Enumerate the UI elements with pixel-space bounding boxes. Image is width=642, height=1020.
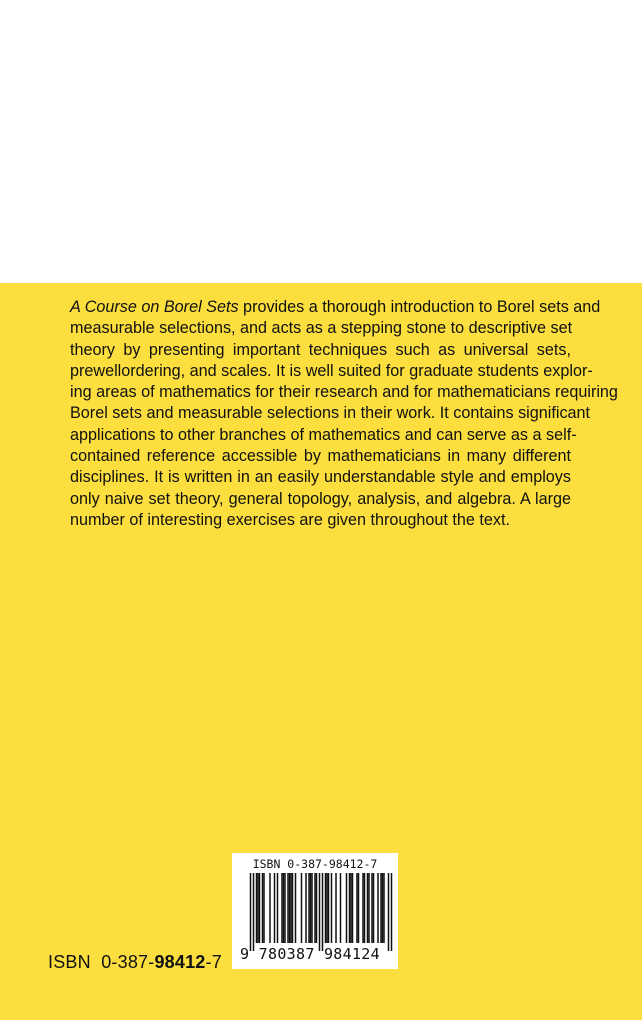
barcode-bar <box>391 873 393 951</box>
blurb-line: Borel sets and measurable selections in their work. It contains significant <box>70 404 591 423</box>
barcode-bar <box>358 873 360 943</box>
blurb-line: prewellordering, and scales. It is well suited for graduate students explor- <box>70 361 593 380</box>
barcode-bar <box>277 873 279 943</box>
blurb-line: measurable selections, and acts as a stepping stone to descriptive set <box>70 319 573 338</box>
barcode-bar <box>383 873 385 943</box>
barcode-bar <box>322 873 324 951</box>
barcode-bar <box>388 873 390 951</box>
barcode-isbn-text: ISBN 0-387-98412-7 <box>252 857 378 871</box>
barcode-bar <box>377 873 379 943</box>
barcode-bar <box>290 873 292 943</box>
barcode-bar <box>256 873 258 943</box>
barcode-bar <box>319 873 321 951</box>
barcode-bar <box>295 873 297 943</box>
book-title: A Course on Borel Sets <box>70 298 239 316</box>
barcode-bar <box>335 873 337 943</box>
barcode-bar <box>340 873 342 943</box>
barcode-bar <box>362 873 364 943</box>
barcode-bar <box>301 873 303 943</box>
barcode-bar <box>356 873 358 943</box>
barcode-bar <box>328 873 330 943</box>
barcode-bar <box>253 873 255 951</box>
blurb-line: number of interesting exercises are given throughout the text. <box>70 510 511 529</box>
barcode-bar <box>310 873 312 943</box>
blurb-line: disciplines. It is written in an easily understandable style and employs <box>70 468 571 487</box>
barcode-bar <box>346 873 348 943</box>
blurb-line: theory by presenting important techniques such as universal sets, <box>70 340 571 359</box>
blurb-line: A Course on Borel Sets provides a thorough introduction to Borel sets and <box>70 298 601 316</box>
barcode-bar <box>269 873 271 943</box>
barcode-bar <box>325 873 327 943</box>
blurb-line: contained reference accessible by mathematicians in many different <box>70 447 571 466</box>
blurb-line: only naive set theory, general topology, analysis, and algebra. A large <box>70 489 571 508</box>
barcode-bar <box>331 873 333 943</box>
barcode-bar <box>326 873 328 943</box>
barcode-bar <box>250 873 252 951</box>
barcode-bar <box>367 873 369 943</box>
barcode-bar <box>292 873 294 943</box>
barcode-bar <box>311 873 313 943</box>
barcode-bar <box>308 873 310 943</box>
barcode-bar <box>287 873 289 943</box>
barcode-bar <box>274 873 276 943</box>
barcode-bar <box>350 873 352 943</box>
barcode-bar <box>281 873 283 943</box>
barcode-bar <box>349 873 351 943</box>
barcode-bar <box>364 873 366 943</box>
barcode-bar <box>352 873 354 943</box>
barcode-bar <box>371 873 373 943</box>
barcode-bar <box>289 873 291 943</box>
barcode-bar <box>263 873 265 943</box>
barcode-digits: 9 780387 984124 <box>240 945 380 963</box>
barcode-bar <box>262 873 264 943</box>
barcode-box <box>232 853 398 969</box>
back-cover-blurb <box>70 297 618 531</box>
barcode-bar <box>284 873 286 943</box>
barcode-bar <box>259 873 261 943</box>
barcode-bar <box>368 873 370 943</box>
barcode-bar <box>283 873 285 943</box>
barcode-bar <box>382 873 384 943</box>
isbn-label: ISBN 0-387-98412-7 <box>48 952 222 972</box>
blurb-line: applications to other branches of mathematics and can serve as a self- <box>70 425 577 444</box>
barcode-bar <box>380 873 382 943</box>
barcode-bar <box>314 873 316 943</box>
barcode-bar <box>305 873 307 943</box>
barcode-bar <box>257 873 259 943</box>
barcode-bar <box>316 873 318 943</box>
barcode-bar <box>373 873 375 943</box>
cover-top-blank <box>0 0 642 283</box>
blurb-line: ing areas of mathematics for their research and for mathematicians requiring <box>70 383 618 402</box>
